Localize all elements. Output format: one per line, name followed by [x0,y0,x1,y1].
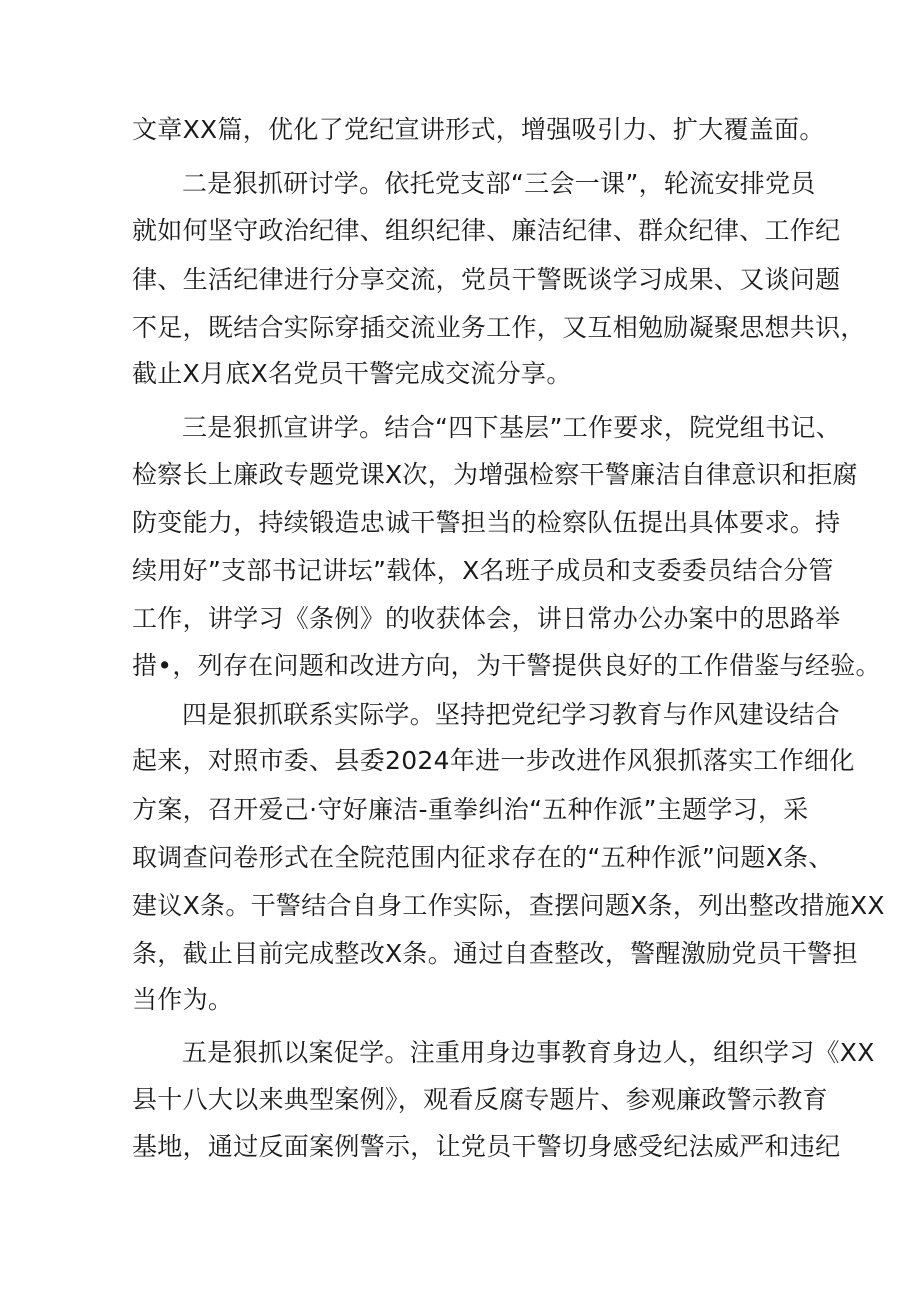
paragraph-line: 检察长上廉政专题党课X次，为增强检察干警廉洁自律意识和拒腐 [132,460,858,489]
paragraph-line: 当作为。 [132,985,234,1014]
paragraph-line: 律、生活纪律进行分享交流，党员干警既谈学习成果、又谈问题 [132,265,841,294]
paragraph-line: 条，截止目前完成整改X条。通过自查整改，警醒激励党员干警担 [132,939,858,968]
paragraph-line: 措•，列存在问题和改进方向，为干警提供良好的工作借鉴与经验。 [132,651,881,680]
paragraph-line: 就如何坚守政治纪律、组织纪律、廉洁纪律、群众纪律、工作纪 [132,216,841,245]
paragraph-line: 防变能力，持续锻造忠诚干警担当的检察队伍提出具体要求。持 [132,508,841,537]
paragraph-line: 方案，召开爱己·守好廉洁-重拳纠治“五种作派”主题学习，采 [132,795,809,824]
paragraph-line: 县十八大以来典型案例》，观看反腐专题片、参观廉政警示教育 [132,1085,828,1114]
paragraph-line: 截止X月底X名党员干警完成交流分享。 [132,359,572,388]
paragraph-line: 不足，既结合实际穿插交流业务工作，又互相勉励凝聚思想共识， [132,313,866,342]
paragraph-line: 建议X条。干警结合自身工作实际，查摆问题X条，列出整改措施XX [132,891,885,920]
paragraph-line: 续用好”支部书记讲坛”载体，X名班子成员和支委委员结合分管 [132,556,834,585]
paragraph-line: 二是狠抓研讨学。依托党支部“三会一课”，轮流安排党员 [182,169,816,198]
paragraph-line: 基地，通过反面案例警示，让党员干警切身感受纪法威严和违纪 [132,1132,841,1161]
paragraph-line: 四是狠抓联系实际学。坚持把党纪学习教育与作风建设结合 [182,700,840,729]
paragraph-line: 取调查问卷形式在全院范围内征求存在的“五种作派”问题X条、 [132,843,834,872]
paragraph-line: 起来，对照市委、县委2024年进一步改进作风狠抓落实工作细化 [132,746,855,775]
paragraph-line: 五是狠抓以案促学。注重用身边事教育身边人，组织学习《XX [182,1038,875,1067]
paragraph-line: 文章XX篇，优化了党纪宣讲形式，增强吸引力、扩大覆盖面。 [132,115,825,144]
paragraph-line: 三是狠抓宣讲学。结合“四下基层”工作要求，院党组书记、 [182,413,842,442]
paragraph-line: 工作，讲学习《条例》的收获体会，讲日常办公办案中的思路举 [132,604,841,633]
